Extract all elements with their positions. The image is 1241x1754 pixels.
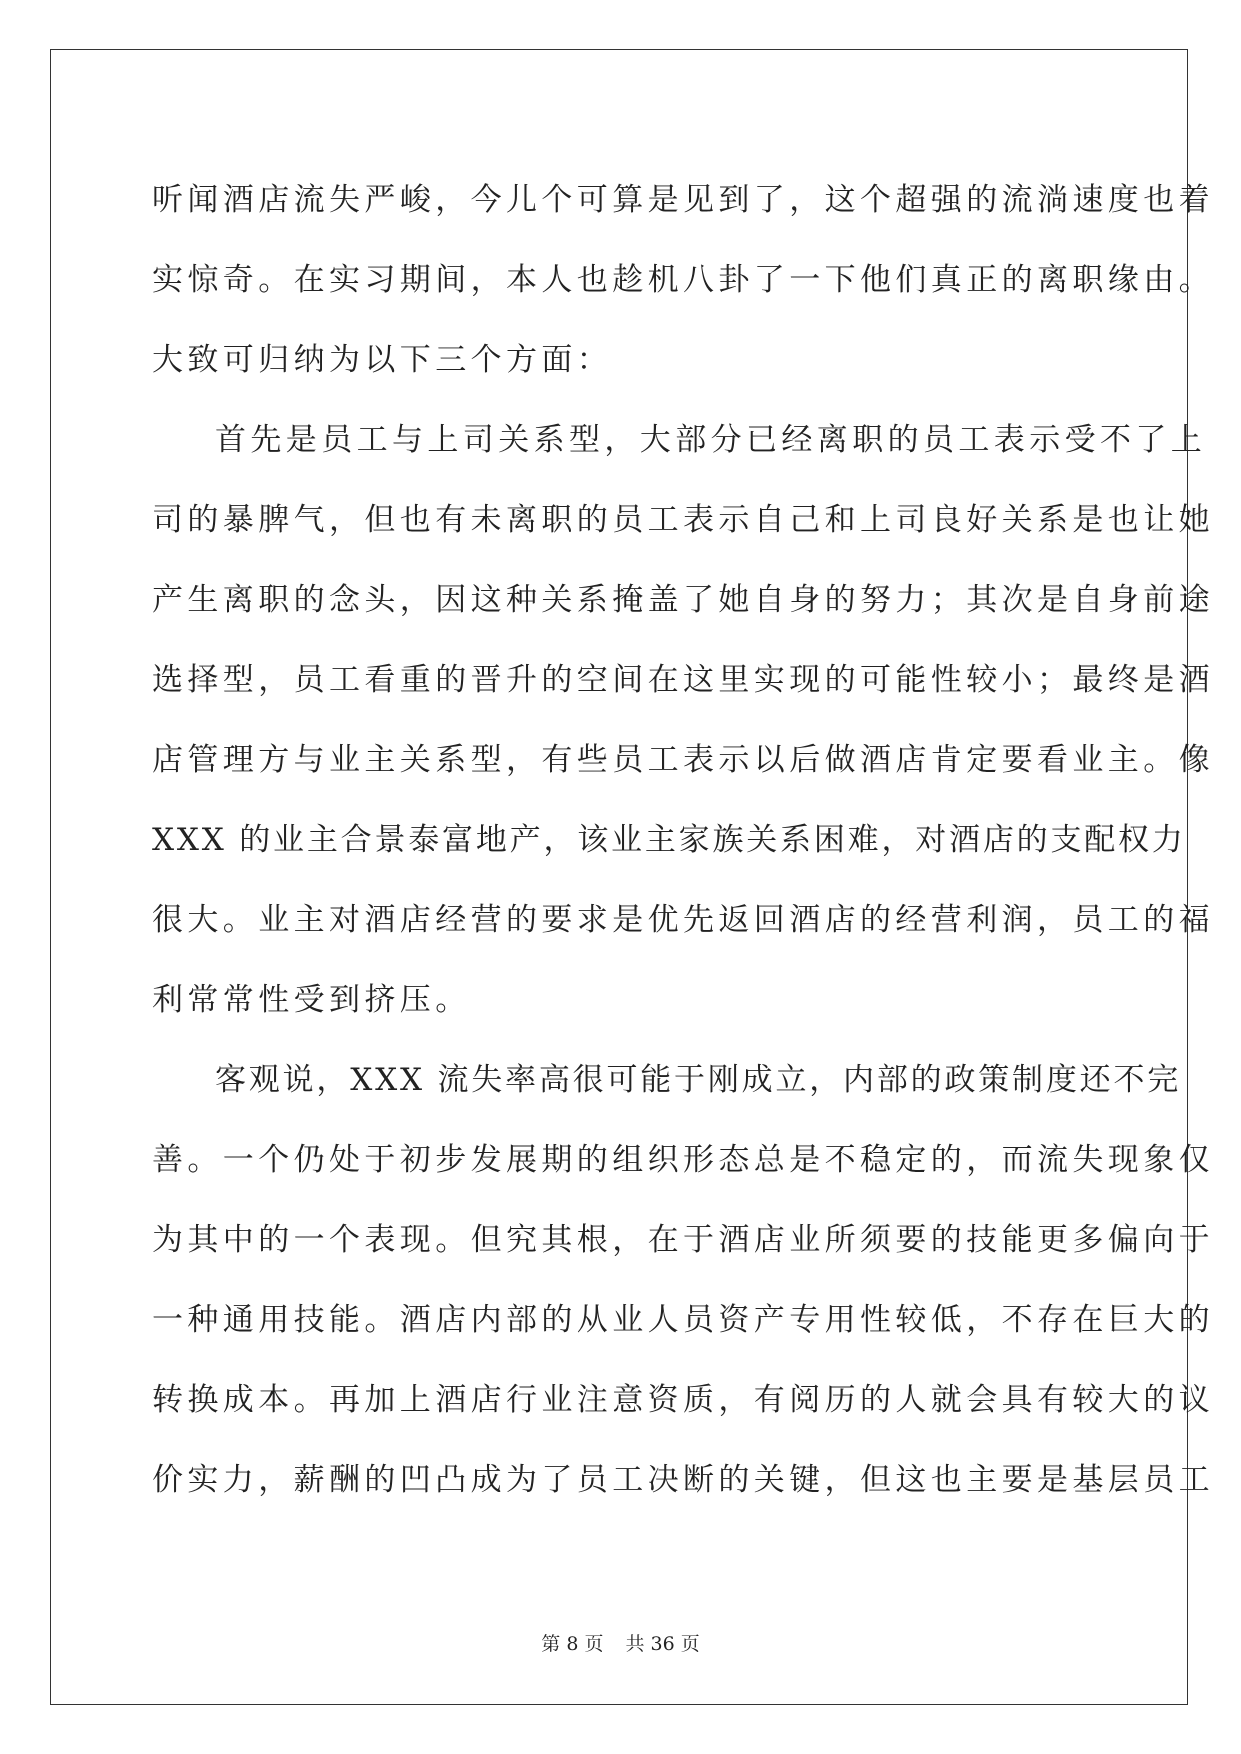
text-line: 店管理方与业主关系型，有些员工表示以后做酒店肯定要看业主。像	[152, 742, 1214, 778]
text-line: 选择型，员工看重的晋升的空间在这里实现的可能性较小；最终是酒	[152, 662, 1214, 698]
paragraph-start-line: 客观说，XXX 流失率高很可能于刚成立，内部的政策制度还不完	[215, 1062, 1182, 1098]
text-line: 利常常性受到挤压。	[152, 982, 471, 1018]
paragraph-start-line: 首先是员工与上司关系型，大部分已经离职的员工表示受不了上	[215, 422, 1207, 458]
text-line: 一种通用技能。酒店内部的从业人员资产专用性较低，不存在巨大的	[152, 1302, 1214, 1338]
page-number: 第 8 页	[541, 1633, 604, 1655]
text-line: 很大。业主对酒店经营的要求是优先返回酒店的经营利润，员工的福	[152, 902, 1214, 938]
text-line: 大致可归纳为以下三个方面：	[152, 342, 613, 378]
page-footer	[0, 1629, 1241, 1656]
text-line: XXX 的业主合景泰富地产，该业主家族关系困难，对酒店的支配权力	[152, 822, 1186, 858]
document-body	[152, 160, 1214, 1520]
text-line: 善。一个仍处于初步发展期的组织形态总是不稳定的，而流失现象仅	[152, 1142, 1214, 1178]
text-line: 价实力，薪酬的凹凸成为了员工决断的关键，但这也主要是基层员工	[152, 1462, 1214, 1498]
text-line: 司的暴脾气，但也有未离职的员工表示自己和上司良好关系是也让她	[152, 502, 1214, 538]
text-line: 为其中的一个表现。但究其根，在于酒店业所须要的技能更多偏向于	[152, 1222, 1214, 1258]
text-line: 听闻酒店流失严峻，今儿个可算是见到了，这个超强的流淌速度也着	[152, 182, 1214, 218]
text-line: 转换成本。再加上酒店行业注意资质，有阅历的人就会具有较大的议	[152, 1382, 1214, 1418]
text-line: 产生离职的念头，因这种关系掩盖了她自身的努力；其次是自身前途	[152, 582, 1214, 618]
text-line: 实惊奇。在实习期间，本人也趁机八卦了一下他们真正的离职缘由。	[152, 262, 1214, 298]
page-total: 共 36 页	[625, 1633, 700, 1655]
